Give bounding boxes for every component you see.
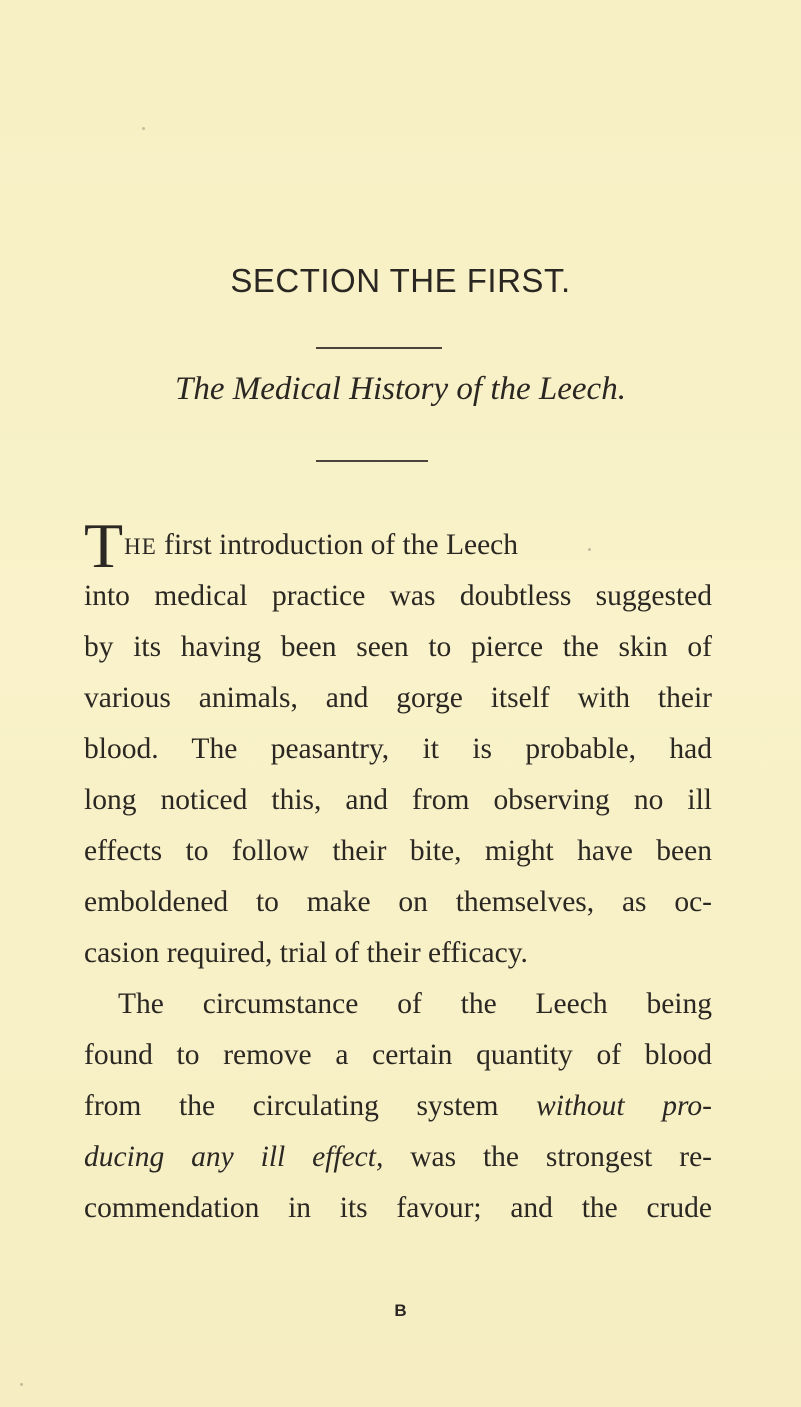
text-line-11: found to remove a certain quantity of blood	[84, 1039, 712, 1071]
text-line-8: emboldened to make on themselves, as oc-	[84, 886, 712, 918]
section-heading: SECTION THE FIRST.	[230, 262, 571, 299]
text-line-7: effects to follow their bite, might have been	[84, 835, 712, 867]
text-line-12	[84, 1081, 712, 1132]
body-text	[84, 510, 712, 1234]
divider-rule-bottom	[316, 460, 428, 462]
paper-speck	[20, 1383, 23, 1386]
text-line-12-italic: without pro-	[536, 1090, 712, 1122]
text-line-5: blood. The peasantry, it is probable, had	[84, 733, 712, 765]
text-line-13-italic: ducing any ill effect,	[84, 1141, 384, 1173]
text-line-4: various animals, and gorge itself with their	[84, 682, 712, 714]
paper-speck	[142, 127, 145, 130]
signature-mark: B	[394, 1301, 407, 1320]
chapter-subtitle: The Medical History of the Leech.	[175, 371, 626, 407]
text-line-9: casion required, trial of their efficacy.	[84, 937, 528, 969]
text-line-1-rest: first introduction of the Leech	[156, 529, 519, 561]
text-line-13	[84, 1132, 712, 1183]
text-line-12-roman: from the circulating system	[84, 1090, 537, 1122]
text-line-1	[84, 510, 712, 581]
paper-speck	[588, 548, 591, 551]
drop-cap: T	[84, 510, 124, 581]
text-line-13-roman: was the strongest re-	[383, 1141, 712, 1173]
divider-rule-top	[316, 347, 442, 349]
text-line-6: long noticed this, and from observing no ill	[84, 784, 712, 816]
text-line-3: by its having been seen to pierce the skin of	[84, 631, 712, 663]
text-line-14: commendation in its favour; and the crude	[84, 1192, 712, 1224]
drop-cap-continuation: HE	[124, 534, 157, 559]
text-line-10: The circumstance of the Leech being	[118, 988, 712, 1020]
text-line-2: into medical practice was doubtless suggested	[84, 580, 712, 612]
